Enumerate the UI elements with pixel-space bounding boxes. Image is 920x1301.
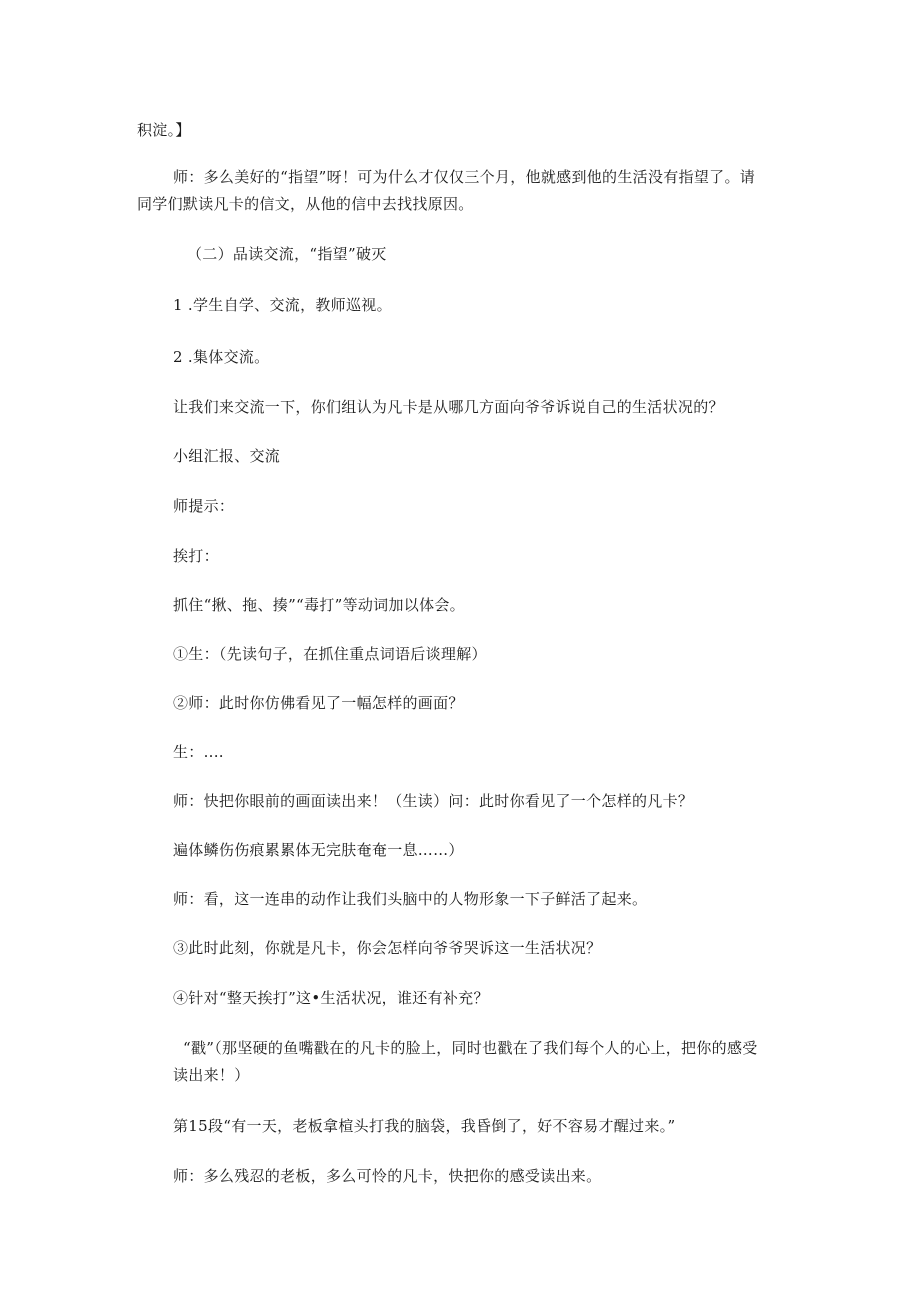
paragraph: 小组汇报、交流 xyxy=(173,447,281,465)
paragraph: ②师：此时你仿佛看见了一幅怎样的画面？ xyxy=(173,694,464,712)
paragraph: 师：快把你眼前的画面读出来！（生读）问：此时你看见了一个怎样的凡卡？ xyxy=(173,792,694,810)
paragraph: ③此时此刻，你就是凡卡，你会怎样向爷爷哭诉这一生活状况？ xyxy=(173,939,602,957)
paragraph: 抓住“揪、拖、揍”“毒打”等动词加以体会。 xyxy=(173,596,465,614)
list-item: 2 .集体交流。 xyxy=(173,348,270,366)
paragraph: 读出来！） xyxy=(173,1066,250,1084)
paragraph: 师：多么美好的“指望”呀！可为什么才仅仅三个月，他就感到他的生活没有指望了。请 xyxy=(173,168,756,186)
paragraph: 积淀。】 xyxy=(137,121,191,139)
paragraph: 生：.... xyxy=(173,743,224,761)
paragraph: 遍体鳞伤伤痕累累体无完肤奄奄一息……） xyxy=(173,841,464,859)
paragraph: 第15段“有一天，老板拿楦头打我的脑袋，我昏倒了，好不容易才醒过来。” xyxy=(173,1117,676,1135)
paragraph: 挨打： xyxy=(173,547,219,565)
paragraph: 师提示： xyxy=(173,497,235,515)
paragraph: ④针对“整天挨打”这•生活状况，谁还有补充？ xyxy=(173,989,489,1007)
paragraph: “戳”（那坚硬的鱼嘴戳在的凡卡的脸上，同时也戳在了我们每个人的心上，把你的感受 xyxy=(183,1039,758,1057)
paragraph: 让我们来交流一下，你们组认为凡卡是从哪几方面向爷爷诉说自己的生活状况的？ xyxy=(173,398,724,416)
paragraph: ①生：（先读句子，在抓住重点词语后谈理解） xyxy=(173,645,487,663)
section-heading: （二）品读交流，“指望”破灭 xyxy=(187,245,387,263)
list-item: 1 .学生自学、交流，教师巡视。 xyxy=(173,296,392,314)
paragraph: 同学们默读凡卡的信文，从他的信中去找找原因。 xyxy=(137,195,474,213)
paragraph: 师：多么残忍的老板，多么可怜的凡卡，快把你的感受读出来。 xyxy=(173,1167,602,1185)
paragraph: 师：看，这一连串的动作让我们头脑中的人物形象一下子鲜活了起来。 xyxy=(173,890,648,908)
